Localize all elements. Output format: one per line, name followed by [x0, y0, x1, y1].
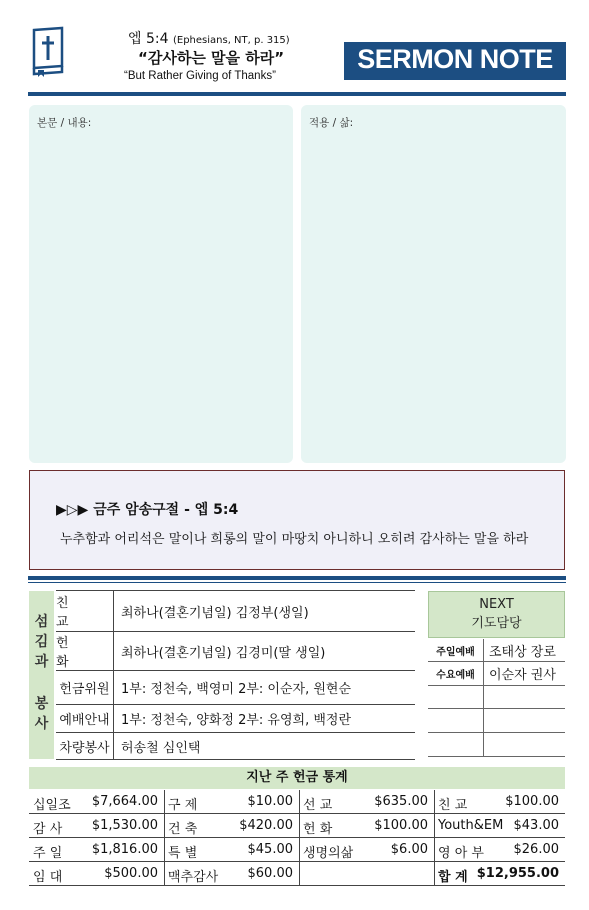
offering-table — [29, 790, 565, 886]
divider-thin — [28, 582, 566, 583]
prayer-row — [428, 709, 565, 733]
offering-row — [29, 838, 565, 862]
prayer-row — [428, 639, 565, 662]
offering-cell: 건 축 $420.00 — [168, 818, 293, 837]
side-char: 섬 — [34, 614, 49, 630]
prayer-day — [428, 733, 484, 756]
sermon-title: “감사하는 말을 하라” — [138, 49, 285, 67]
serving-row — [56, 671, 415, 705]
offering-row — [29, 862, 565, 886]
prayer-row — [428, 662, 565, 686]
prayer-day: 주일예배 — [428, 639, 484, 661]
serving-value: 1부: 정천숙, 백영미 2부: 이순자, 원현순 — [121, 682, 352, 697]
offering-row — [29, 814, 565, 838]
offering-cell: 임 대 $500.00 — [33, 866, 158, 885]
serving-category: 예배안내 — [56, 705, 114, 732]
offering-cell: 맥추감사 $60.00 — [168, 866, 293, 885]
serving-category: 헌금위원 — [56, 671, 114, 704]
memory-verse-heading — [56, 499, 238, 519]
verse-ref-main: 엡 5:4 — [128, 31, 169, 47]
side-char: 과 — [34, 654, 49, 670]
serving-category: 차량봉사 — [56, 733, 114, 759]
offering-title: 지난 주 헌금 통계 — [29, 767, 565, 789]
column-divider — [299, 790, 300, 886]
serving-row — [56, 705, 415, 733]
serving-value: 1부: 정천숙, 양화정 2부: 유영희, 백정란 — [121, 713, 352, 728]
notes-content-label: 본문 / 내용: — [37, 117, 92, 129]
offering-cell: 생명의삶 $6.00 — [303, 842, 428, 861]
next-prayer-header — [428, 591, 565, 638]
offering-cell: 구 제 $10.00 — [168, 794, 293, 813]
serving-row — [56, 733, 415, 760]
sermon-note-logo — [344, 42, 566, 80]
serving-value: 최하나(결혼기념일) 김경미(딸 생일) — [121, 645, 326, 661]
offering-cell: 친 교 $100.00 — [438, 794, 559, 813]
offering-cell: 헌 화 $100.00 — [303, 818, 428, 837]
side-char: 봉 — [34, 696, 49, 712]
arrow-icons: ▶▷▶ — [56, 502, 89, 518]
memory-verse-box — [29, 470, 565, 570]
memory-verse-title: 금주 암송구절 - 엡 5:4 — [93, 502, 239, 518]
offering-cell: 십일조 $7,664.00 — [33, 794, 158, 813]
offering-cell: 선 교 $635.00 — [303, 794, 428, 813]
side-char: 김 — [34, 634, 49, 650]
serving-value: 허송철 심인택 — [121, 740, 201, 756]
offering-cell: 영 아 부 $26.00 — [438, 842, 559, 861]
sermon-title-english: “But Rather Giving of Thanks” — [124, 70, 276, 82]
notes-application-label: 적용 / 삶: — [309, 117, 354, 129]
serving-side-label — [29, 591, 54, 759]
side-char: 사 — [34, 716, 49, 732]
verse-reference — [128, 28, 290, 48]
prayer-day — [428, 686, 484, 708]
offering-cell: 특 별 $45.00 — [168, 842, 293, 861]
offering-total-cell: 합 계 $12,955.00 — [438, 866, 559, 885]
next-title: NEXT — [479, 597, 514, 612]
logo-text: SERMON NOTE — [357, 44, 553, 74]
notes-application-panel[interactable] — [301, 105, 566, 463]
bible-icon — [28, 26, 70, 78]
offering-row — [29, 790, 565, 814]
serving-row — [56, 632, 415, 671]
next-subtitle: 기도담당 — [471, 616, 522, 631]
serving-category: 친 교 — [56, 591, 114, 631]
divider — [28, 576, 566, 580]
prayer-name: 조태상 장로 — [489, 644, 556, 660]
prayer-day: 수요예배 — [428, 662, 484, 685]
offering-cell: 주 일 $1,816.00 — [33, 842, 158, 861]
prayer-row — [428, 733, 565, 757]
notes-content-panel[interactable] — [29, 105, 293, 463]
serving-category: 헌 화 — [56, 632, 114, 670]
memory-verse-text: 누추함과 어리석은 말이나 희롱의 말이 마땅치 아니하니 오히려 감사하는 말을 하라 — [60, 532, 529, 547]
prayer-name: 이순자 권사 — [489, 668, 556, 683]
column-divider — [164, 790, 165, 886]
offering-cell: Youth&EM $43.00 — [438, 818, 559, 833]
offering-cell: 감 사 $1,530.00 — [33, 818, 158, 837]
column-divider — [434, 790, 435, 886]
divider — [28, 92, 566, 96]
serving-value: 최하나(결혼기념일) 김정부(생일) — [121, 605, 309, 621]
offering-cell — [299, 862, 434, 885]
verse-ref-detail: (Ephesians, NT, p. 315) — [172, 35, 290, 46]
prayer-row — [428, 686, 565, 709]
serving-row — [56, 591, 415, 632]
prayer-day — [428, 709, 484, 732]
